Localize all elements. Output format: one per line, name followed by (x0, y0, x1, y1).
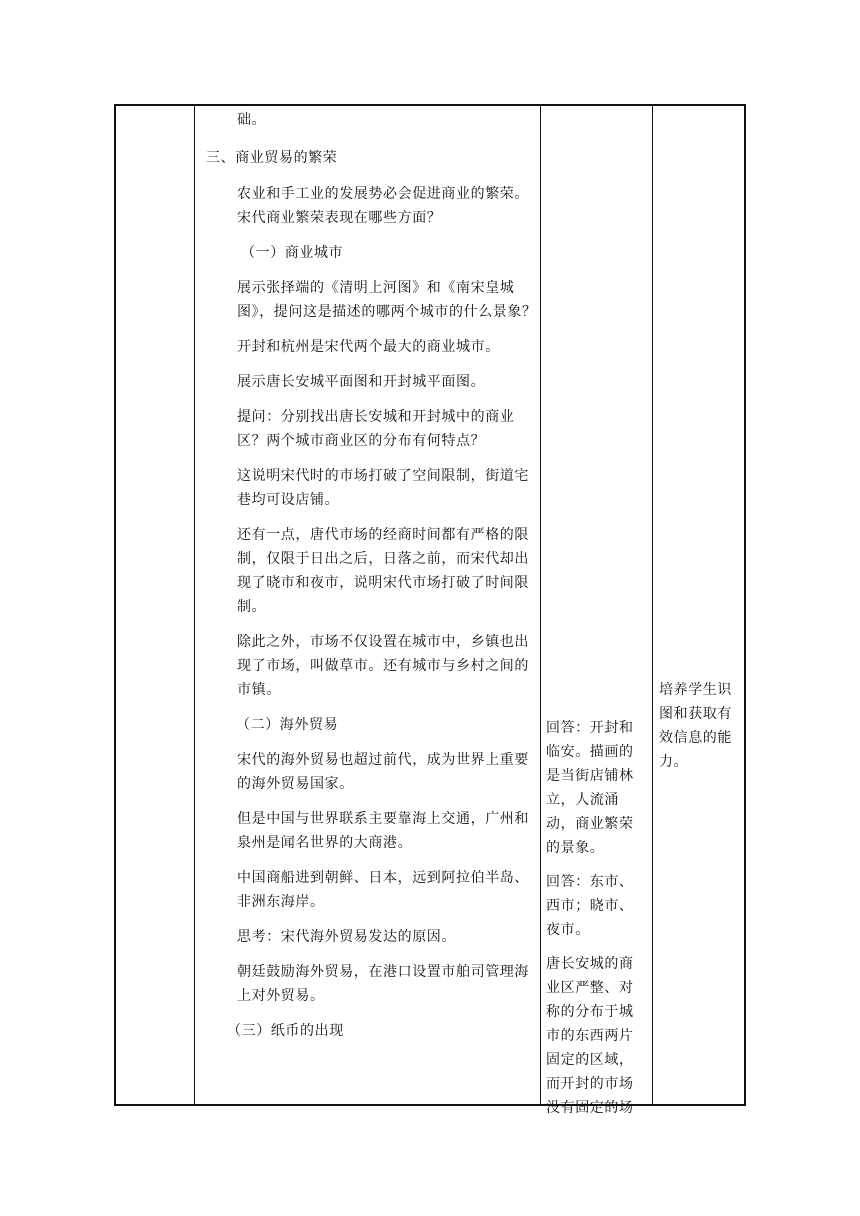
design-intent-cell (659, 678, 743, 774)
section-heading: 三、商业贸易的繁荣 (206, 150, 338, 166)
paragraph: 还有一点，唐代市场的经商时间都有严格的限制，仅限于日出之后，日落之前，而宋代却出现了晓市和夜市，说明宋代市场打破了时间限制。 (237, 527, 529, 615)
student-answer: 唐长安城的商业区严整、对称的分布于城市的东西两片固定的区域，而开封的市场没有固定的场 (546, 956, 634, 1116)
lesson-plan-table (114, 104, 746, 1116)
fragment-text: 础。 (237, 112, 267, 128)
paragraph: 农业和手工业的发展势必会促进商业的繁荣。宋代商业繁荣表现在哪些方面？ (237, 186, 529, 226)
paragraph: 展示唐长安城平面图和开封城平面图。 (237, 374, 486, 390)
paragraph: 宋代的海外贸易也超过前代，成为世界上重要的海外贸易国家。 (237, 752, 529, 792)
paragraph: 除此之外，市场不仅设置在城市中，乡镇也出现了市场，叫做草市。还有城市与乡村之间的市镇。 (237, 634, 529, 698)
paragraph: 但是中国与世界联系主要靠海上交通，广州和泉州是闻名世界的大商港。 (237, 811, 529, 851)
paragraph: 思考：宋代海外贸易发达的原因。 (237, 929, 456, 945)
column-divider (194, 106, 195, 1104)
column-divider (652, 106, 653, 1104)
column-divider (540, 106, 541, 1104)
paragraph: 中国商船进到朝鲜、日本，远到阿拉伯半岛、非洲东海岸。 (237, 870, 529, 910)
teacher-activity-cell (200, 108, 537, 1043)
subheading: （一）商业城市 (241, 245, 344, 261)
paragraph: 展示张择端的《清明上河图》和《南宋皇城图》，提问这是描述的哪两个城市的什么景象？ (237, 280, 537, 320)
paragraph: 朝廷鼓励海外贸易，在港口设置市舶司管理海上对外贸易。 (237, 964, 529, 1004)
paragraph: 开封和杭州是宋代两个最大的商业城市。 (237, 339, 500, 355)
student-answer: 回答：东市、西市；晓市、夜市。 (546, 874, 634, 938)
paragraph: 这说明宋代时的市场打破了空间限制，街道宅巷均可设店铺。 (237, 468, 529, 508)
subheading: （二）海外贸易 (236, 717, 339, 733)
student-answer: 回答：开封和临安。描画的是当街店铺林立，人流涌动，商业繁荣的景象。 (546, 720, 634, 856)
paragraph: 提问：分别找出唐长安城和开封城中的商业区？两个城市商业区的分布有何特点？ (237, 409, 515, 449)
design-intent-text: 培养学生识图和获取有效信息的能力。 (659, 682, 732, 770)
subheading: （三）纸币的出现 (227, 1023, 344, 1039)
student-activity-cell (546, 716, 648, 1120)
